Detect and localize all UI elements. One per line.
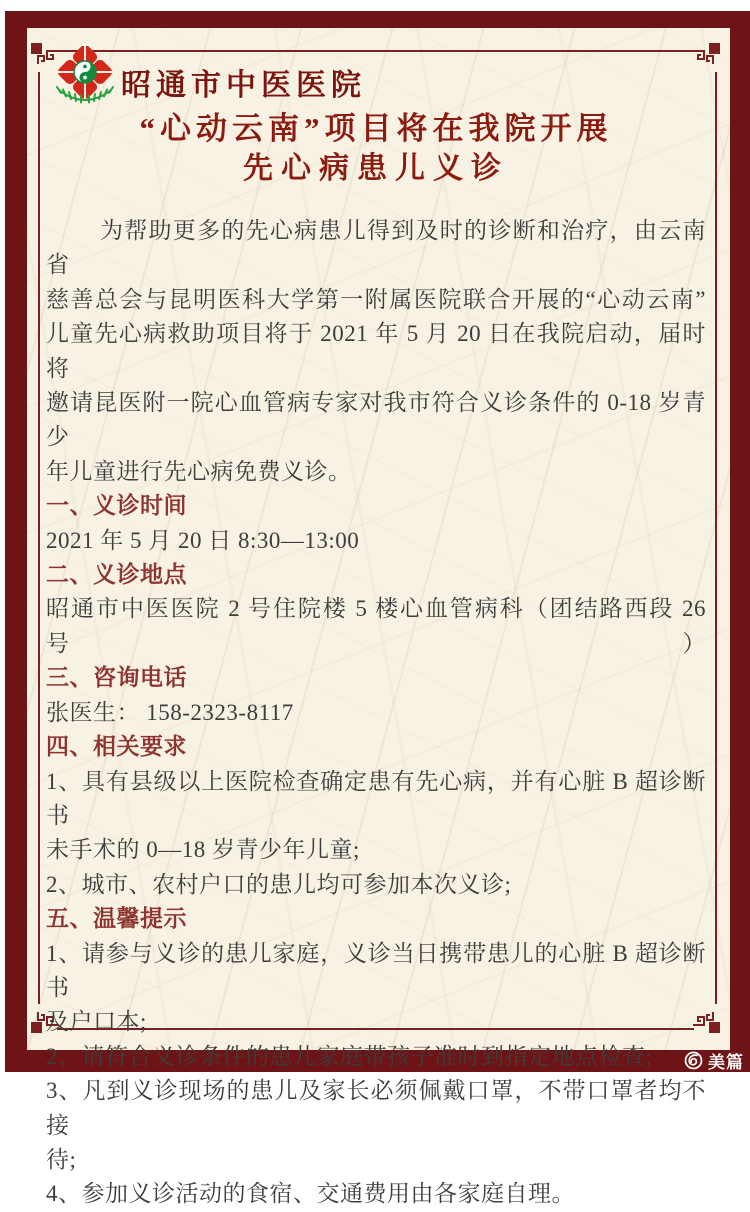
section-heading-phone: 三、咨询电话 [46, 665, 187, 691]
section-line: 2、请符合义诊条件的患儿家庭带孩子准时到指定地点检查; [46, 1043, 653, 1069]
section-line: 待; [46, 1146, 77, 1172]
poster-body [46, 214, 706, 1212]
hospital-logo-icon [53, 46, 117, 114]
section-heading-location: 二、义诊地点 [46, 562, 187, 588]
brand-name: 美篇 [708, 1053, 744, 1072]
inner-frame-right [715, 72, 717, 1004]
section-line: 1、请参与义诊的患儿家庭，义诊当日携带患儿的心脏 B 超诊断书 [46, 940, 706, 1000]
intro-line: 为帮助更多的先心病患儿得到及时的诊断和治疗，由云南省 [46, 218, 706, 278]
section-line: 4、参加义诊活动的食宿、交通费用由各家庭自理。 [46, 1181, 575, 1207]
section-heading-tips: 五、温馨提示 [46, 906, 187, 932]
intro-line: 慈善总会与昆明医科大学第一附属医院联合开展的“心动云南” [46, 286, 706, 312]
section-line: 张医生： 158-2323-8117 [46, 699, 294, 725]
inner-frame-top [57, 50, 694, 52]
poster-border [5, 11, 750, 1207]
intro-line: 邀请昆医附一院心血管病专家对我市符合义诊条件的 0-18 岁青少 [46, 390, 706, 450]
section-line: 昭通市中医医院 2 号住院楼 5 楼心血管病科（团结路西段 26 号） [46, 596, 706, 656]
brand-watermark [684, 1050, 744, 1071]
corner-ornament-top-right-icon [693, 34, 723, 64]
section-heading-time: 一、义诊时间 [46, 493, 187, 519]
section-line: 3、凡到义诊现场的患儿及家长必须佩戴口罩，不带口罩者均不接 [46, 1078, 706, 1138]
section-line: 2、城市、农村户口的患儿均可参加本次义诊; [46, 871, 512, 897]
section-heading-requirements: 四、相关要求 [46, 734, 187, 760]
poster-title [46, 108, 706, 188]
section-line: 1、具有县级以上医院检查确定患有先心病，并有心脏 B 超诊断书 [46, 768, 706, 828]
poster-title-line1: “心动云南”项目将在我院开展 [139, 111, 613, 146]
hospital-name: 昭通市中医医院 [121, 69, 366, 102]
poster-title-line2: 先心病患儿义诊 [243, 152, 509, 185]
section-line: 及户口本; [46, 1009, 147, 1035]
intro-line: 儿童先心病救助项目将于 2021 年 5 月 20 日在我院启动，届时将 [46, 321, 706, 381]
section-line: 未手术的 0—18 岁青少年儿童; [46, 837, 360, 863]
section-line: 2021 年 5 月 20 日 8:30—13:00 [46, 527, 360, 553]
intro-line: 年儿童进行先心病免费义诊。 [46, 458, 352, 484]
meipian-swirl-icon [684, 1051, 703, 1070]
inner-frame-left [38, 72, 40, 1004]
